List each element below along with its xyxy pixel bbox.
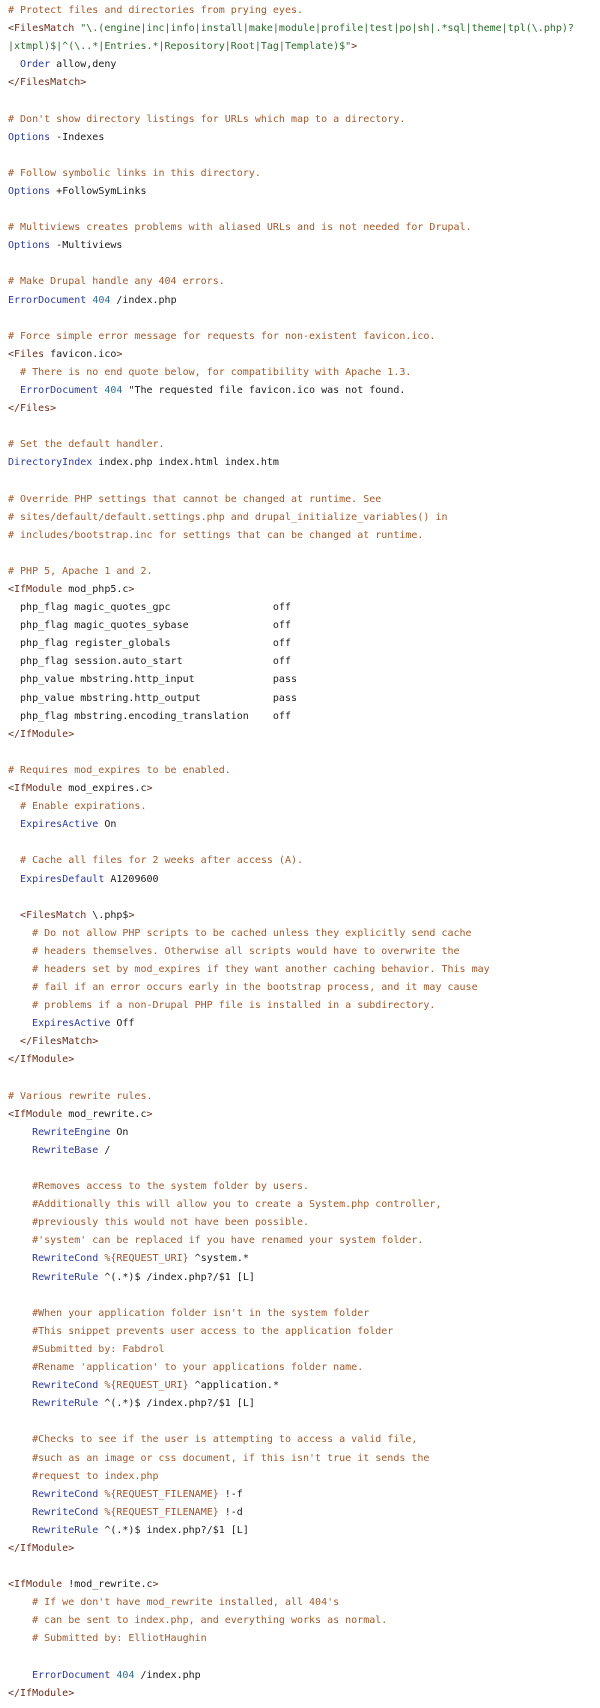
code-token: [8, 1507, 32, 1518]
code-token: <Files: [8, 348, 45, 360]
code-line: [8, 1377, 600, 1395]
code-token: mod_rewrite.c: [62, 1108, 147, 1120]
code-token: # Follow symbolic links in this directory.: [8, 167, 261, 179]
code-line: [8, 1612, 600, 1630]
code-token: [8, 874, 20, 885]
code-line: [8, 364, 600, 382]
code-line: [8, 2, 600, 20]
code-token: #Additionally this will allow you to create a System.php controller,: [8, 1199, 442, 1211]
code-token: <IfModule: [8, 1579, 63, 1591]
code-line: [8, 1576, 600, 1594]
code-line: [8, 708, 600, 726]
code-line: [8, 1160, 600, 1178]
code-line: [8, 382, 600, 400]
code-token: #Removes access to the system folder by users.: [8, 1181, 310, 1193]
code-line: [8, 1341, 600, 1359]
code-token: RewriteRule: [32, 1271, 99, 1283]
code-token: [8, 910, 20, 921]
code-line: [8, 1468, 600, 1486]
code-token: RewriteRule: [32, 1524, 99, 1536]
code-token: # Submitted by: ElliotHaughin: [8, 1633, 207, 1645]
code-line: [8, 328, 600, 346]
code-line: [8, 527, 600, 545]
code-token: php_flag session.auto_start off: [8, 656, 291, 668]
code-token: <IfModule: [8, 1108, 63, 1120]
code-token: >: [351, 41, 358, 53]
code-line: [8, 346, 600, 364]
code-line: [8, 1558, 600, 1576]
code-line: [8, 237, 600, 255]
code-token: [8, 1525, 32, 1536]
code-token: </FilesMatch>: [20, 1036, 99, 1048]
code-token: php_value mbstring.http_output pass: [8, 692, 297, 704]
code-line: [8, 545, 600, 563]
code-token: 404: [116, 1669, 135, 1681]
code-token: # sites/default/default.settings.php and drupal_initialize_variables() in: [8, 511, 448, 523]
code-line: [8, 690, 600, 708]
code-token: # Override PHP settings that cannot be changed at runtime. See: [8, 493, 382, 505]
code-token: On: [110, 1126, 129, 1138]
code-token: php_flag magic_quotes_sybase off: [8, 620, 291, 632]
code-line: [8, 1124, 600, 1142]
code-line: [8, 1033, 600, 1051]
code-line: [8, 38, 600, 56]
code-line: [8, 1431, 600, 1449]
code-token: </IfModule>: [8, 1054, 75, 1066]
code-token: # fail if an error occurs early in the bootstrap process, and it may cause: [8, 982, 478, 994]
code-line: [8, 1630, 600, 1648]
code-token: [8, 1670, 32, 1681]
code-token: \.php$: [86, 909, 129, 921]
code-token: <FilesMatch: [8, 23, 81, 35]
code-token: /index.php: [110, 294, 177, 306]
code-token: >: [146, 783, 153, 795]
code-line: [8, 1142, 600, 1160]
code-token: >: [116, 348, 123, 360]
code-line: [8, 1359, 600, 1377]
code-token: -Indexes: [50, 131, 105, 143]
code-token: mod_php5.c: [62, 584, 129, 595]
code-token: Options: [8, 240, 51, 252]
code-token: # Cache all files for 2 weeks after access (A).: [8, 855, 304, 867]
code-line: [8, 744, 600, 762]
code-line: [8, 1395, 600, 1413]
code-token: !mod_rewrite.c: [62, 1579, 153, 1591]
code-token: /index.php: [134, 1669, 201, 1681]
code-token: RewriteCond: [32, 1380, 99, 1392]
code-token: %{REQUEST_FILENAME}: [104, 1488, 219, 1500]
code-token: RewriteBase: [32, 1144, 99, 1156]
code-token: # Protect files and directories from prying eyes.: [8, 5, 304, 16]
code-line: [8, 1015, 600, 1033]
code-token: php_flag mbstring.encoding_translation off: [8, 710, 291, 722]
code-token: [8, 1145, 32, 1156]
code-line: [8, 907, 600, 925]
code-token: # headers set by mod_expires if they want another caching behavior. This may: [8, 963, 490, 975]
code-token: #such as an image or css document, if this isn't true it sends the: [8, 1452, 430, 1464]
code-line: [8, 599, 600, 617]
code-line: [8, 1649, 600, 1667]
code-token: # Enable expirations.: [8, 801, 147, 813]
code-token: ^(.*)$ /index.php?/$1 [L]: [98, 1398, 255, 1410]
code-line: [8, 1106, 600, 1124]
code-token: # problems if a non-Drupal PHP file is installed in a subdirectory.: [8, 1000, 436, 1012]
code-token: # Do not allow PHP scripts to be cached unless they explicitly send cache: [8, 927, 472, 939]
code-line: [8, 1667, 600, 1685]
code-token: [8, 1018, 32, 1029]
code-line: [8, 1486, 600, 1504]
code-line: [8, 834, 600, 852]
code-token: >: [128, 909, 135, 921]
code-token: +FollowSymLinks: [50, 185, 147, 197]
code-token: # Various rewrite rules.: [8, 1090, 153, 1102]
code-token: !-f: [218, 1488, 243, 1500]
code-token: allow,deny: [50, 59, 117, 71]
code-line: [8, 1413, 600, 1431]
code-token: index.php index.html index.htm: [92, 457, 279, 469]
code-line: [8, 20, 600, 38]
code-token: ExpiresActive: [32, 1018, 111, 1030]
code-token: "\.(engine|inc|info|install|make|module|profile|test|po|sh|.*sql|theme|tpl(\.php)?: [80, 23, 574, 35]
code-line: [8, 1196, 600, 1214]
code-token: RewriteCond: [32, 1253, 99, 1265]
code-token: -Multiviews: [50, 240, 123, 252]
code-token: # Requires mod_expires to be enabled.: [8, 764, 231, 776]
code-token: A1209600: [104, 873, 159, 885]
code-line: [8, 617, 600, 635]
code-token: ^(.*)$ index.php?/$1 [L]: [98, 1524, 249, 1536]
code-line: [8, 219, 600, 237]
code-line: [8, 979, 600, 997]
code-line: [8, 491, 600, 509]
code-token: php_value mbstring.http_input pass: [8, 674, 297, 686]
code-token: 404: [92, 294, 111, 306]
code-token: ExpiresActive: [20, 819, 99, 831]
code-token: mod_expires.c: [62, 783, 147, 795]
code-token: On: [98, 819, 117, 831]
code-line: [8, 1051, 600, 1069]
code-token: ^(.*)$ /index.php?/$1 [L]: [98, 1271, 255, 1283]
code-token: </IfModule>: [8, 1687, 75, 1699]
code-token: !-d: [218, 1506, 243, 1518]
code-token: # can be sent to index.php, and everything works as normal.: [8, 1615, 388, 1627]
code-line: [8, 56, 600, 74]
code-token: %{REQUEST_URI}: [104, 1253, 189, 1265]
code-line: [8, 111, 600, 129]
code-token: [8, 59, 20, 70]
code-line: [8, 472, 600, 490]
code-token: RewriteRule: [32, 1398, 99, 1410]
code-token: ErrorDocument: [8, 294, 87, 306]
code-line: [8, 1269, 600, 1287]
code-token: ExpiresDefault: [20, 873, 105, 885]
code-token: #This snippet prevents user access to the application folder: [8, 1325, 394, 1337]
code-line: [8, 509, 600, 527]
code-token: #Checks to see if the user is attempting to access a valid file,: [8, 1434, 418, 1446]
code-token: [8, 1253, 32, 1264]
code-token: #When your application folder isn't in the system folder: [8, 1307, 370, 1319]
code-line: [8, 183, 600, 201]
code-line: [8, 1594, 600, 1612]
code-token: </IfModule>: [8, 728, 75, 740]
code-token: # If we don't have mod_rewrite installed, all 404's: [8, 1597, 340, 1609]
code-line: [8, 310, 600, 328]
code-token: RewriteEngine: [32, 1126, 111, 1138]
code-line: [8, 653, 600, 671]
code-line: [8, 925, 600, 943]
code-token: [8, 1127, 32, 1138]
code-token: <FilesMatch: [20, 909, 87, 921]
code-line: [8, 1214, 600, 1232]
code-line: [8, 74, 600, 92]
code-token: "The requested file favicon.ico was not found.: [122, 384, 406, 396]
code-token: #Submitted by: Fabdrol: [8, 1343, 165, 1355]
code-line: [8, 1522, 600, 1540]
code-token: favicon.ico: [44, 348, 117, 360]
code-line: [8, 1178, 600, 1196]
code-line: [8, 961, 600, 979]
code-token: ErrorDocument: [32, 1669, 111, 1681]
code-line: [8, 436, 600, 454]
code-line: [8, 798, 600, 816]
code-token: #request to index.php: [8, 1470, 159, 1482]
code-line: [8, 563, 600, 581]
code-token: %{REQUEST_URI}: [104, 1380, 189, 1392]
code-token: ^system.*: [188, 1253, 249, 1265]
code-token: # Multiviews creates problems with aliased URLs and is not needed for Drupal.: [8, 222, 472, 234]
code-line: [8, 129, 600, 147]
code-token: ^application.*: [188, 1380, 279, 1392]
code-token: # includes/bootstrap.inc for settings that can be changed at runtime.: [8, 529, 424, 541]
code-token: #Rename 'application' to your applications folder name.: [8, 1362, 364, 1374]
code-token: # PHP 5, Apache 1 and 2.: [8, 565, 153, 577]
code-line: [8, 997, 600, 1015]
code-token: #'system' can be replaced if you have renamed your system folder.: [8, 1235, 424, 1247]
code-token: >: [146, 1108, 153, 1120]
code-token: </Files>: [8, 403, 57, 415]
code-line: [8, 635, 600, 653]
code-line: [8, 943, 600, 961]
code-token: |xtmpl)$|^(\..*|Entries.*|Repository|Root|Tag|Template)$": [8, 41, 352, 53]
code-token: %{REQUEST_FILENAME}: [104, 1506, 219, 1518]
code-token: #previously this would not have been possible.: [8, 1217, 310, 1229]
code-token: RewriteCond: [32, 1506, 99, 1518]
code-line: [8, 1088, 600, 1106]
code-line: [8, 871, 600, 889]
code-line: [8, 400, 600, 418]
code-line: [8, 92, 600, 110]
code-line: [8, 671, 600, 689]
code-line: [8, 1504, 600, 1522]
code-token: [8, 1398, 32, 1409]
code-token: [8, 1489, 32, 1500]
code-line: [8, 255, 600, 273]
code-token: RewriteCond: [32, 1488, 99, 1500]
code-line: [8, 1232, 600, 1250]
code-token: DirectoryIndex: [8, 457, 93, 469]
code-line: [8, 816, 600, 834]
code-line: [8, 147, 600, 165]
code-token: >: [152, 1579, 159, 1591]
code-line: [8, 1250, 600, 1268]
code-line: [8, 762, 600, 780]
code-token: [8, 1380, 32, 1391]
code-token: </IfModule>: [8, 1542, 75, 1554]
code-token: # Make Drupal handle any 404 errors.: [8, 276, 225, 288]
code-line: [8, 165, 600, 183]
code-token: # Force simple error message for requests for non-existent favicon.ico.: [8, 330, 436, 342]
code-line: [8, 1305, 600, 1323]
code-line: [8, 581, 600, 599]
code-line: [8, 1540, 600, 1558]
code-line: [8, 292, 600, 310]
code-token: Off: [110, 1018, 135, 1030]
code-line: [8, 418, 600, 436]
code-token: # Set the default handler.: [8, 439, 165, 451]
code-line: [8, 780, 600, 798]
code-token: /: [98, 1144, 111, 1156]
code-token: # Don't show directory listings for URLs which map to a directory.: [8, 113, 406, 125]
code-line: [8, 726, 600, 744]
code-line: [8, 852, 600, 870]
code-token: [8, 1036, 20, 1047]
code-token: # There is no end quote below, for compatibility with Apache 1.3.: [8, 366, 412, 378]
code-token: # headers themselves. Otherwise all scripts would have to overwrite the: [8, 945, 460, 957]
code-token: php_flag register_globals off: [8, 638, 291, 650]
code-line: [8, 1450, 600, 1468]
code-line: [8, 1685, 600, 1703]
code-line: [8, 201, 600, 219]
code-line: [8, 273, 600, 291]
code-line: [8, 1287, 600, 1305]
code-line: [8, 1070, 600, 1088]
code-token: <IfModule: [8, 783, 63, 795]
code-token: ErrorDocument: [20, 384, 99, 396]
code-line: [8, 889, 600, 907]
code-token: php_flag magic_quotes_gpc off: [8, 602, 291, 614]
code-token: 404: [104, 384, 123, 396]
code-token: [8, 385, 20, 396]
code-token: [8, 819, 20, 830]
code-token: Options: [8, 185, 51, 197]
code-token: </FilesMatch>: [8, 77, 87, 89]
code-token: [8, 1272, 32, 1283]
code-token: Options: [8, 131, 51, 143]
code-token: Order: [20, 59, 51, 71]
code-token: <IfModule: [8, 584, 63, 595]
code-line: [8, 1323, 600, 1341]
code-line: [8, 454, 600, 472]
code-token: >: [128, 584, 135, 595]
